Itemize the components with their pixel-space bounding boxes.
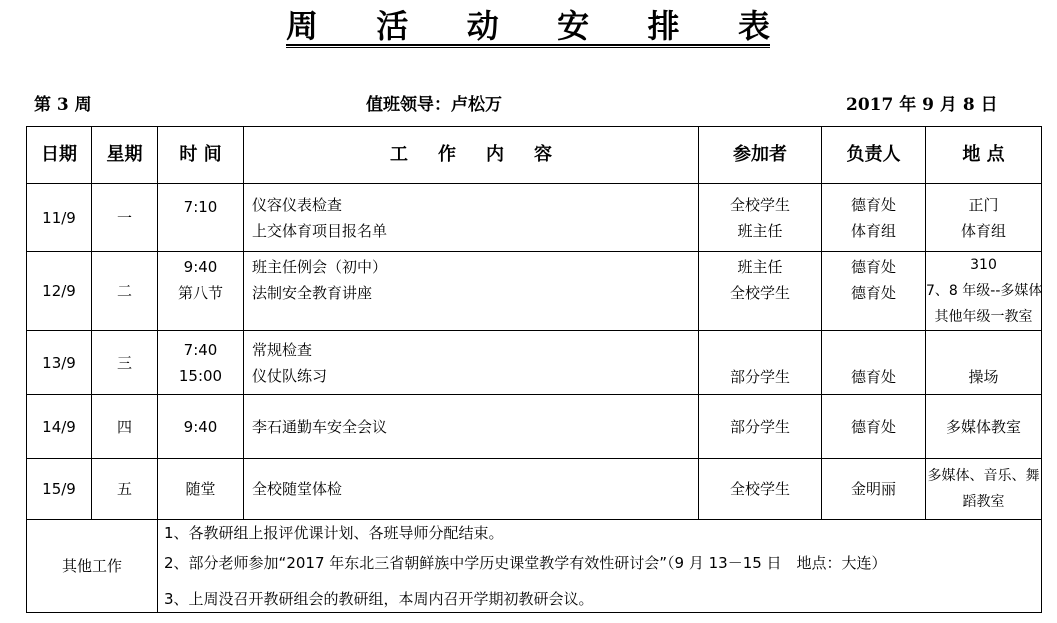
week-number: 第 3 周 — [34, 95, 92, 115]
row-time — [158, 252, 244, 331]
row-date: 13/9 — [27, 331, 92, 395]
location-line: 体育组 — [960, 221, 1006, 240]
title-char: 活 — [376, 7, 409, 45]
row-content — [244, 184, 699, 252]
header-location: 地 点 — [926, 127, 1042, 184]
time-line: 9:40 — [183, 258, 218, 276]
responsible-line: 金明丽 — [850, 480, 896, 498]
row-location — [926, 252, 1042, 331]
row-weekday: 五 — [92, 459, 158, 520]
row-location — [926, 459, 1042, 520]
other-work-label: 其他工作 — [27, 520, 158, 613]
row-responsible — [822, 395, 926, 459]
location-line: 正门 — [968, 195, 999, 214]
title-char: 安 — [557, 7, 590, 45]
schedule-table — [26, 126, 1042, 613]
content-line: 仪容仪表检查 — [252, 195, 343, 214]
row-responsible — [822, 459, 926, 520]
page-title — [286, 8, 770, 46]
row-time — [158, 395, 244, 459]
participant-line: 班主任 — [737, 258, 783, 276]
participant-line: 全校学生 — [729, 195, 790, 214]
table-row — [27, 395, 1042, 459]
responsible-line: 德育处 — [850, 368, 896, 386]
row-content — [244, 459, 699, 520]
content-line: 上交体育项目报名单 — [252, 221, 388, 240]
table-row — [27, 459, 1042, 520]
header-participants: 参加者 — [699, 127, 822, 184]
time-line: 15:00 — [178, 366, 223, 385]
header-date: 日期 — [27, 127, 92, 184]
row-date: 12/9 — [27, 252, 92, 331]
row-date: 14/9 — [27, 395, 92, 459]
participant-line: 部分学生 — [729, 368, 790, 386]
duty-leader: 值班领导：卢松万 — [366, 95, 502, 115]
participant-line: 全校学生 — [729, 480, 790, 498]
row-participants — [699, 459, 822, 520]
time-line: 7:10 — [183, 198, 218, 216]
time-line: 9:40 — [183, 417, 218, 436]
title-char: 表 — [737, 7, 770, 45]
row-participants — [699, 395, 822, 459]
other-work-row — [27, 520, 1042, 613]
schedule-date: 2017 年 9 月 8 日 — [846, 95, 998, 115]
other-work-item: 3、上周没召开教研组会的教研组，本周内召开学期初教研会议。 — [164, 590, 594, 608]
other-work-item: 1、各教研组上报评优课计划、各班导师分配结束。 — [164, 524, 504, 542]
location-line: 其他年级一教室 — [934, 309, 1033, 325]
header-row — [27, 127, 1042, 184]
row-content — [244, 252, 699, 331]
title-char: 周 — [286, 7, 319, 45]
content-line: 常规检查 — [252, 340, 313, 359]
row-responsible — [822, 331, 926, 395]
row-responsible — [822, 252, 926, 331]
row-weekday: 三 — [92, 331, 158, 395]
responsible-line: 体育组 — [850, 221, 896, 240]
content-line: 仪仗队练习 — [252, 366, 328, 385]
location-line: 7、8 年级--多媒体 — [926, 283, 1043, 299]
title-char: 动 — [466, 7, 499, 45]
row-participants — [699, 184, 822, 252]
content-line: 法制安全教育讲座 — [252, 284, 373, 302]
row-time — [158, 184, 244, 252]
responsible-line: 德育处 — [850, 284, 896, 302]
content-line: 全校随堂体检 — [252, 480, 343, 498]
row-content — [244, 395, 699, 459]
other-work-items — [158, 520, 1042, 613]
header-time: 时 间 — [158, 127, 244, 184]
time-line: 第八节 — [177, 284, 223, 302]
row-date: 15/9 — [27, 459, 92, 520]
location-line: 310 — [970, 257, 997, 273]
row-weekday: 四 — [92, 395, 158, 459]
location-line: 操场 — [968, 368, 999, 386]
row-location — [926, 395, 1042, 459]
row-location — [926, 331, 1042, 395]
table-row — [27, 184, 1042, 252]
responsible-line: 德育处 — [850, 258, 896, 276]
row-time — [158, 331, 244, 395]
title-double-underline — [286, 47, 770, 48]
time-line: 7:40 — [183, 340, 218, 359]
row-participants — [699, 252, 822, 331]
participant-line: 全校学生 — [729, 284, 790, 302]
row-time — [158, 459, 244, 520]
other-work-item: 2、部分老师参加“2017 年东北三省朝鲜族中学历史课堂教学有效性研讨会”（9 月 13－15 日 地点：大连） — [164, 554, 887, 572]
row-responsible — [822, 184, 926, 252]
row-location — [926, 184, 1042, 252]
header-weekday: 星期 — [92, 127, 158, 184]
table-row — [27, 331, 1042, 395]
table-row — [27, 252, 1042, 331]
content-line: 李石通勤车安全会议 — [252, 417, 388, 436]
responsible-line: 德育处 — [850, 417, 896, 436]
title-char: 排 — [647, 7, 680, 45]
header-content: 工作内容 — [244, 127, 699, 184]
participant-line: 部分学生 — [729, 417, 790, 436]
participant-line: 班主任 — [737, 221, 783, 240]
header-responsible: 负责人 — [822, 127, 926, 184]
row-content — [244, 331, 699, 395]
row-weekday: 二 — [92, 252, 158, 331]
location-line: 多媒体、音乐、舞 — [927, 468, 1040, 484]
responsible-line: 德育处 — [850, 195, 896, 214]
row-weekday: 一 — [92, 184, 158, 252]
row-participants — [699, 331, 822, 395]
location-line: 蹈教室 — [962, 494, 1005, 510]
time-line: 随堂 — [185, 480, 216, 498]
row-date: 11/9 — [27, 184, 92, 252]
location-line: 多媒体教室 — [945, 417, 1021, 436]
content-line: 班主任例会（初中） — [252, 258, 388, 276]
